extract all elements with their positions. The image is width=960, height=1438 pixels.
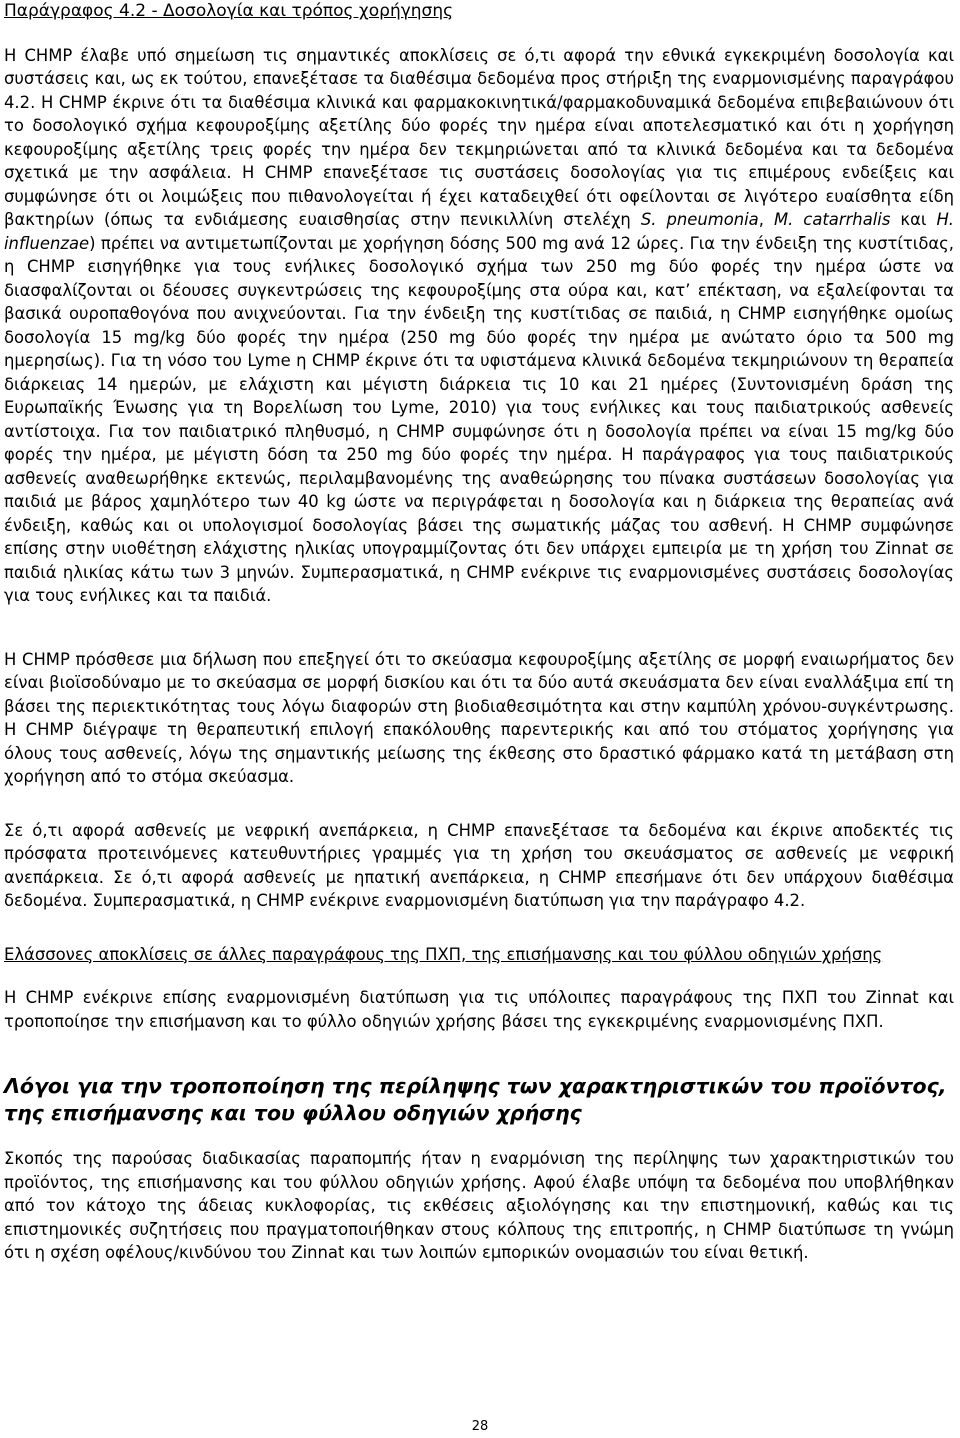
spacer	[4, 608, 954, 648]
section-heading-4-2: Παράγραφος 4.2 - Δοσολογία και τρόπος χορήγησης	[4, 1, 454, 21]
spacer	[4, 1127, 954, 1147]
paragraph-referral-purpose: Σκοπός της παρούσας διαδικασίας παραπομπής ήταν η εναρμόνιση της περίληψης των χαρακτηριστικών του προϊόντος, της επισήμανσης και του φύλλου οδηγιών χρήσης. Αφού έλαβε υπόψη τα δεδομένα που υποβλήθηκαν από τον κάτοχο της άδειας κυκλοφορίας, τις εκθέσεις αξιολόγησης και την επιστημονική, καθώς και τις επιστημονικές συζητήσεις που πραγματοποιήθηκαν στους κόλπους της επιτροπής, η CHMP διατύπωσε τη γνώμη ότι η σχέση οφέλους/κινδύνου του Zinnat και των λοιπών εμπορικών ονομασιών του είναι θετική.	[4, 1149, 954, 1262]
text-segment: ) πρέπει να αντιμετωπίζονται με χορήγηση δόσης 500 mg ανά 12 ώρες. Για την ένδειξη της κυστίτιδας, η CHMP εισηγήθηκε για τους ενήλικες δοσολογικό σχήμα των 250 mg δύο φορές την ημέρα ώστε να διασφαλίζονται οι δέουσες συγκεντρώσεις της κεφουροξίμης στα ούρα και, κατ’ επέκταση, να εξαλείφονται τα βασικά ουροπαθογόνα που ανιχνεύονται. Για την ένδειξη της κυστίτιδας σε παιδιά, η CHMP εισηγήθηκε ομοίως δοσολογία 15 mg/kg δύο φορές την ημέρα (250 mg δύο φορές την ημέρα με ανώτατο όριο τα 500 mg ημερησίως). Για τη νόσο του Lyme η CHMP έκρινε ότι τα υφιστάμενα κλινικά δεδομένα τεκμηριώνουν τη θεραπεία διάρκειας 14 ημερών, με ελάχιστη και μέγιστη διάρκεια τις 10 και 21 ημέρες (Συντονισμένη δράση της Ευρωπαϊκής Ένωσης για τη Βορελίωση του Lyme, 2010) για τους ενήλικες και τους παιδιατρικούς ασθενείς αντίστοιχα. Για τον παιδιατρικό πληθυσμό, η CHMP συμφώνησε ότι η δοσολογία πρέπει να είναι 15 mg/kg δύο φορές την ημέρα, με μέγιστη δόση τα 250 mg δύο φορές την ημέρα. Η παράγραφος για τους παιδιατρικούς ασθενείς αναθεωρήθηκε εκτενώς, περιλαμβανομένης της αναθεώρησης του πίνακα συστάσεων δοσολογίας για παιδιά με βάρος χαμηλότερο των 40 kg ώστε να περιγράφεται η δοσολογία και η διάρκεια της θεραπείας ανά ένδειξη, καθώς και οι υπολογισμοί δοσολογίας βάσει της σωματικής μάζας του ασθενή. Η CHMP συμφώνησε επίσης στην υιοθέτηση ελάχιστης ηλικίας υπογραμμίζοντας ότι δεν υπάρχει εμπειρία με τη χρήση του Zinnat σε παιδιά ηλικίας κάτω των 3 μηνών. Συμπερασματικά, η CHMP ενέκρινε τις εναρμονισμένες συστάσεις δοσολογίας για τους ενήλικες και τα παιδιά.	[4, 233, 954, 605]
paragraph-suspension-bioequivalence: Η CHMP πρόσθεσε μια δήλωση που επεξηγεί ότι το σκεύασμα κεφουροξίμης αξετίλης σε μορφή εναιωρήματος δεν είναι βιοϊσοδύναμο με το σκεύασμα σε μορφή δισκίου και ότι τα δύο αυτά σκευάσματα δεν είναι εναλλάξιμα επί τη βάσει της περιεκτικότητας τους λόγω διαφορών στη βιοδιαθεσιμότητα και στην καμπύλη χρόνου-συγκέντρωσης. Η CHMP διέγραψε τη θεραπευτική επιλογή επακόλουθης παρεντερικής και από του στόματος χορήγησης για όλους τους ασθενείς, λόγω της σημαντικής μείωσης της έκθεσης στο δραστικό φάρμακο κατά τη μετάβαση στη χορήγηση από το στόμα σκεύασμα.	[4, 649, 954, 786]
spacer	[4, 789, 954, 819]
document-page	[4, 0, 954, 1265]
spacer	[4, 913, 954, 943]
subheading-minor-differences: Ελάσσονες αποκλίσεις σε άλλες παραγράφους της ΠΧΠ, της επισήμανσης και του φύλλου οδηγιών χρήσης	[4, 944, 883, 964]
paragraph-renal-hepatic: Σε ό,τι αφορά ασθενείς με νεφρική ανεπάρκεια, η CHMP επανεξέτασε τα δεδομένα και έκρινε αποδεκτές τις πρόσφατα προτεινόμενες κατευθυντήριες γραμμές για τη χρήση του σκευάσματος σε ασθενείς με νεφρική ανεπάρκεια. Σε ό,τι αφορά ασθενείς με ηπατική ανεπάρκεια, η CHMP επεσήμανε ότι δεν υπάρχουν διαθέσιμα δεδομένα. Συμπερασματικά, η CHMP ενέκρινε εναρμονισμένη διατύπωση για την παράγραφο 4.2.	[4, 820, 954, 910]
page-number: 28	[471, 1419, 489, 1434]
section-title-grounds: Λόγοι για την τροποποίηση της περίληψης των χαρακτηριστικών του προϊόντος, της επισήμανσης και του φύλλου οδηγιών χρήσης	[4, 1074, 947, 1125]
organism-name: H. influenzae	[4, 210, 954, 253]
organism-name: S. pneumonia	[640, 210, 759, 229]
text-segment: Η CHMP έλαβε υπό σημείωση τις σημαντικές αποκλίσεις σε ό,τι αφορά την εθνικά εγκεκριμένη δοσολογία και συστάσεις και, ως εκ τούτου, επανεξέτασε τα διαθέσιμα δεδομένα προς στήριξη της εναρμονισμένης παραγράφου 4.2. Η CHMP έκρινε ότι τα διαθέσιμα κλινικά και φαρμακοκινητικά/φαρμακοδυναμικά δεδομένα επιβεβαιώνουν ότι το δοσολογικό σχήμα κεφουροξίμης αξετίλης δύο φορές την ημέρα είναι αποτελεσματικό και ότι η χορήγηση κεφουροξίμης αξετίλης τρεις φορές την ημέρα δεν τεκμηριώνεται από τα κλινικά δεδομένα και τα δεδομένα σχετικά με την ασφάλεια. Η CHMP επανεξέτασε τις συστάσεις δοσολογίας για τις επιμέρους ενδείξεις και συμφώνησε ότι οι λοιμώξεις που πιθανολογείται ή έχει καταδειχθεί ότι οφείλονται σε λιγότερο ευαίσθητα είδη βακτηρίων (όπως τα ενδιάμεσης ευαισθησίας στην πενικιλλίνη στελέχη	[4, 45, 954, 229]
organism-name: M. catarrhalis	[773, 210, 891, 229]
spacer	[4, 1033, 954, 1073]
paragraph-harmonised-wording: Η CHMP ενέκρινε επίσης εναρμονισμένη διατύπωση για τις υπόλοιπες παραγράφους της ΠΧΠ του Zinnat και τροποποίησε την επισήμανση και το φύλλο οδηγιών χρήσης βάσει της εγκεκριμένης εναρμονισμένης ΠΧΠ.	[4, 988, 954, 1031]
text-segment: και	[890, 210, 937, 229]
text-segment: ,	[758, 210, 774, 229]
paragraph-dosage-recommendations	[4, 44, 954, 608]
spacer	[4, 966, 954, 986]
